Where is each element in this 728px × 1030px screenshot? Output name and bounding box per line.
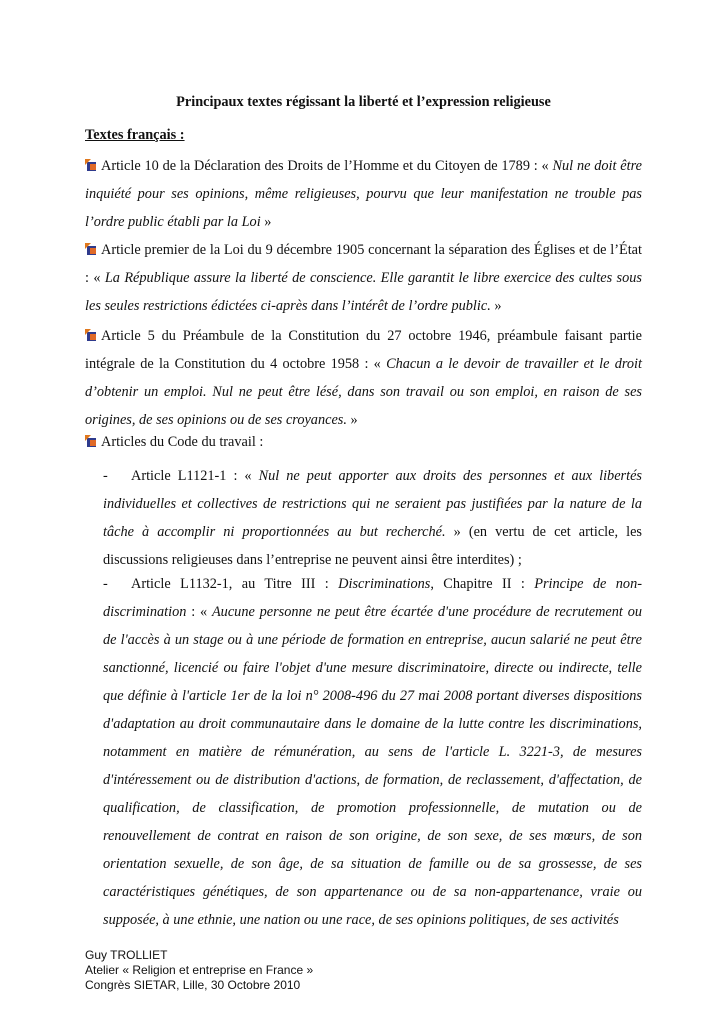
bullet-tail: » bbox=[346, 412, 358, 428]
bullet-icon bbox=[85, 435, 97, 447]
bullet-paragraph bbox=[85, 236, 642, 320]
page-title: Principaux textes régissant la liberté et l’expression religieuse bbox=[176, 94, 551, 110]
bullet-icon bbox=[85, 243, 97, 255]
sub-item-lead: Article L1121-1 : « bbox=[131, 468, 259, 484]
sub-item bbox=[103, 570, 642, 934]
bullet-paragraph bbox=[85, 322, 642, 434]
footer-author: Guy TROLLIET bbox=[85, 948, 168, 962]
sub-item-mid2: : « bbox=[186, 604, 212, 620]
sub-item-tail: » (en vertu de cet article, les discussions religieuses dans l’entreprise ne peuvent ainsi être interdites) ; bbox=[103, 524, 642, 568]
sub-item-chapter: Principe de non-discrimination bbox=[103, 576, 642, 620]
sub-item-title: Discriminations bbox=[338, 576, 431, 592]
bullet-tail: » bbox=[260, 214, 272, 230]
bullet-icon bbox=[85, 329, 97, 341]
sub-item bbox=[103, 462, 642, 574]
bullet-paragraph bbox=[85, 152, 642, 236]
bullet-paragraph bbox=[85, 428, 642, 456]
bullet-lead: Article premier de la Loi du 9 décembre 1905 concernant la séparation des Églises et de l’État : « bbox=[85, 242, 642, 286]
bullet-quote: Nul ne doit être inquiété pour ses opinions, même religieuses, pourvu que leur manifestation ne trouble pas l’ordre public établi par la Loi bbox=[85, 158, 642, 230]
sub-item-mid: , Chapitre II : bbox=[430, 576, 535, 592]
bullet-icon bbox=[85, 159, 97, 171]
footer-workshop: Atelier « Religion et entreprise en France » bbox=[85, 963, 314, 977]
bullet-tail: » bbox=[490, 298, 502, 314]
sub-item-quote: Nul ne peut apporter aux droits des personnes et aux libertés individuelles et collectives de restrictions qui ne seraient pas justifiées par la nature de la tâche à accomplir ni proportionnées au but recherché. bbox=[103, 468, 642, 540]
bullet-quote: Chacun a le devoir de travailler et le droit d’obtenir un emploi. Nul ne peut être lésé, dans son travail ou son emploi, en raison de ses origines, de ses opinions ou de ses croyances. bbox=[85, 356, 642, 428]
dash-marker: - bbox=[103, 468, 108, 484]
bullet-lead: Articles du Code du travail : bbox=[101, 434, 264, 450]
bullet-lead: Article 10 de la Déclaration des Droits de l’Homme et du Citoyen de 1789 : « bbox=[101, 158, 553, 174]
bullet-lead: Article 5 du Préambule de la Constitution du 27 octobre 1946, préambule faisant partie intégrale de la Constitution du 4 octobre 1958 : « bbox=[85, 328, 642, 372]
footer-congress: Congrès SIETAR, Lille, 30 Octobre 2010 bbox=[85, 978, 301, 992]
section-heading: Textes français : bbox=[85, 127, 185, 143]
page-footer bbox=[85, 948, 313, 993]
sub-item-lead: Article L1132-1, au Titre III : bbox=[131, 576, 339, 592]
bullet-quote: La République assure la liberté de conscience. Elle garantit le libre exercice des cultes sous les seules restrictions édictées ci-après dans l’intérêt de l’ordre public. bbox=[85, 270, 642, 314]
sub-item-quote: Aucune personne ne peut être écartée d'une procédure de recrutement ou de l'accès à un stage ou à une période de formation en entreprise, aucun salarié ne peut être sanctionné, licencié ou faire l'objet d'une mesure discriminatoire, directe ou indirecte, telle que définie à l'article 1er de la loi n° 2008-496 du 27 mai 2008 portant diverses dispositions d'adaptation au droit communautaire dans le domaine de la lutte contre les discriminations, notamment en matière de rémunération, au sens de l'article L. 3221-3, de mesures d'intéressement ou de distribution d'actions, de formation, de reclassement, d'affectation, de qualification, de classification, de promotion professionnelle, de mutation ou de renouvellement de contrat en raison de son origine, de son sexe, de ses mœurs, de son orientation sexuelle, de son âge, de sa situation de famille ou de sa grossesse, de ses caractéristiques génétiques, de son appartenance ou de sa non-appartenance, vraie ou supposée, à une ethnie, une nation ou une race, de ses opinions politiques, de ses activités bbox=[103, 604, 642, 928]
dash-marker: - bbox=[103, 576, 108, 592]
